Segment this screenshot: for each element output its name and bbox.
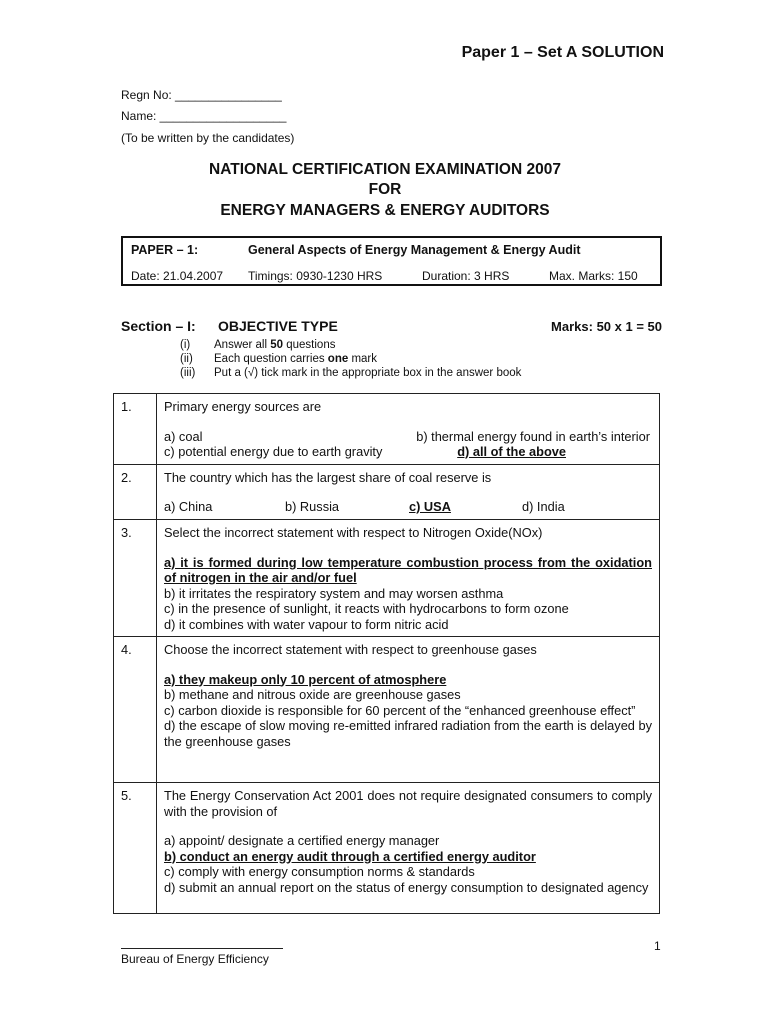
exam-title-audience: ENERGY MANAGERS & ENERGY AUDITORS — [220, 202, 550, 219]
question-row — [114, 464, 660, 520]
option-d: d) India — [522, 499, 565, 514]
max-marks: Max. Marks: 150 — [549, 269, 638, 283]
question-body — [157, 637, 660, 783]
option-c: c) potential energy due to earth gravity — [164, 444, 383, 459]
exam-title: NATIONAL CERTIFICATION EXAMINATION 2007 — [209, 161, 561, 178]
options-row — [164, 444, 652, 460]
candidate-note: (To be written by the candidates) — [121, 131, 295, 145]
question-number: 3. — [114, 520, 157, 637]
option-b: b) it irritates the respiratory system and may worsen asthma — [164, 585, 504, 601]
correct-answer: a) they makeup only 10 percent of atmosphere — [164, 671, 447, 687]
question-stem: The Energy Conservation Act 2001 does not require designated consumers to comply with the provision of — [164, 788, 652, 819]
option-c: c) carbon dioxide is responsible for 60 percent of the “enhanced greenhouse effect” — [164, 702, 636, 718]
footer-divider — [121, 948, 283, 949]
registration-number-field: Regn No: ________________ — [121, 88, 282, 102]
question-body — [157, 464, 660, 520]
question-stem: The country which has the largest share of coal reserve is — [164, 469, 492, 485]
question-number: 5. — [114, 783, 157, 914]
option-a: a) coal — [164, 428, 203, 444]
section-marks: Marks: 50 x 1 = 50 — [551, 319, 662, 334]
instruction-text: Answer all 50 questions — [214, 339, 336, 351]
question-row — [114, 783, 660, 914]
question-body — [157, 394, 660, 465]
option-a: a) China — [164, 499, 213, 514]
instruction-number: (i) — [180, 339, 191, 351]
page-number: 1 — [654, 939, 661, 953]
paper-subject: General Aspects of Energy Management & Energy Audit — [248, 243, 581, 257]
question-number: 2. — [114, 464, 157, 520]
instruction-text: Each question carries one mark — [214, 353, 377, 365]
questions-table — [113, 393, 660, 914]
option-b: b) Russia — [285, 499, 340, 514]
question-stem: Primary energy sources are — [164, 399, 322, 414]
option-b: b) methane and nitrous oxide are greenhouse gases — [164, 687, 461, 702]
section-label: Section – I: — [121, 318, 196, 334]
instruction-number: (iii) — [180, 367, 196, 379]
footer-organization: Bureau of Energy Efficiency — [121, 952, 269, 966]
question-row — [114, 394, 660, 465]
instruction-text: Put a (√) tick mark in the appropriate box in the answer book — [214, 367, 522, 379]
exam-duration: Duration: 3 HRS — [422, 269, 510, 283]
option-b: b) thermal energy found in earth’s interior — [416, 428, 650, 444]
correct-answer: b) conduct an energy audit through a certified energy auditor — [164, 848, 536, 864]
question-row — [114, 637, 660, 783]
question-stem: Select the incorrect statement with respect to Nitrogen Oxide(NOx) — [164, 525, 543, 540]
exam-date: Date: 21.04.2007 — [131, 269, 224, 283]
option-c: c) comply with energy consumption norms & standards — [164, 864, 475, 879]
instruction-number: (ii) — [180, 353, 193, 365]
paper-label: PAPER – 1: — [131, 243, 199, 257]
option-d: d) the escape of slow moving re-emitted infrared radiation from the earth is delayed by the greenhouse gases — [164, 718, 652, 749]
question-body — [157, 520, 660, 637]
question-number: 4. — [114, 637, 157, 783]
paper-info-box — [121, 236, 662, 286]
section-type: OBJECTIVE TYPE — [218, 318, 338, 334]
question-row — [114, 520, 660, 637]
options-row — [164, 429, 652, 445]
option-a: a) appoint/ designate a certified energy manager — [164, 833, 440, 848]
question-number: 1. — [114, 394, 157, 465]
correct-answer: c) USA — [409, 499, 451, 514]
exam-title-for: FOR — [368, 181, 402, 198]
correct-answer: a) it is formed during low temperature combustion process from the oxidation of nitrogen in the air and/or fuel — [164, 554, 652, 585]
correct-answer: d) all of the above — [457, 444, 566, 459]
exam-timings: Timings: 0930-1230 HRS — [248, 269, 383, 283]
paper-set-title: Paper 1 – Set A SOLUTION — [461, 44, 664, 61]
option-d: d) submit an annual report on the status of energy consumption to designated agency — [164, 879, 649, 895]
options-row — [164, 499, 652, 515]
question-body — [157, 783, 660, 914]
option-d: d) it combines with water vapour to form nitric acid — [164, 616, 449, 632]
candidate-name-field: Name: ___________________ — [121, 109, 287, 123]
question-stem: Choose the incorrect statement with respect to greenhouse gases — [164, 642, 537, 657]
option-c: c) in the presence of sunlight, it reacts with hydrocarbons to form ozone — [164, 601, 569, 616]
